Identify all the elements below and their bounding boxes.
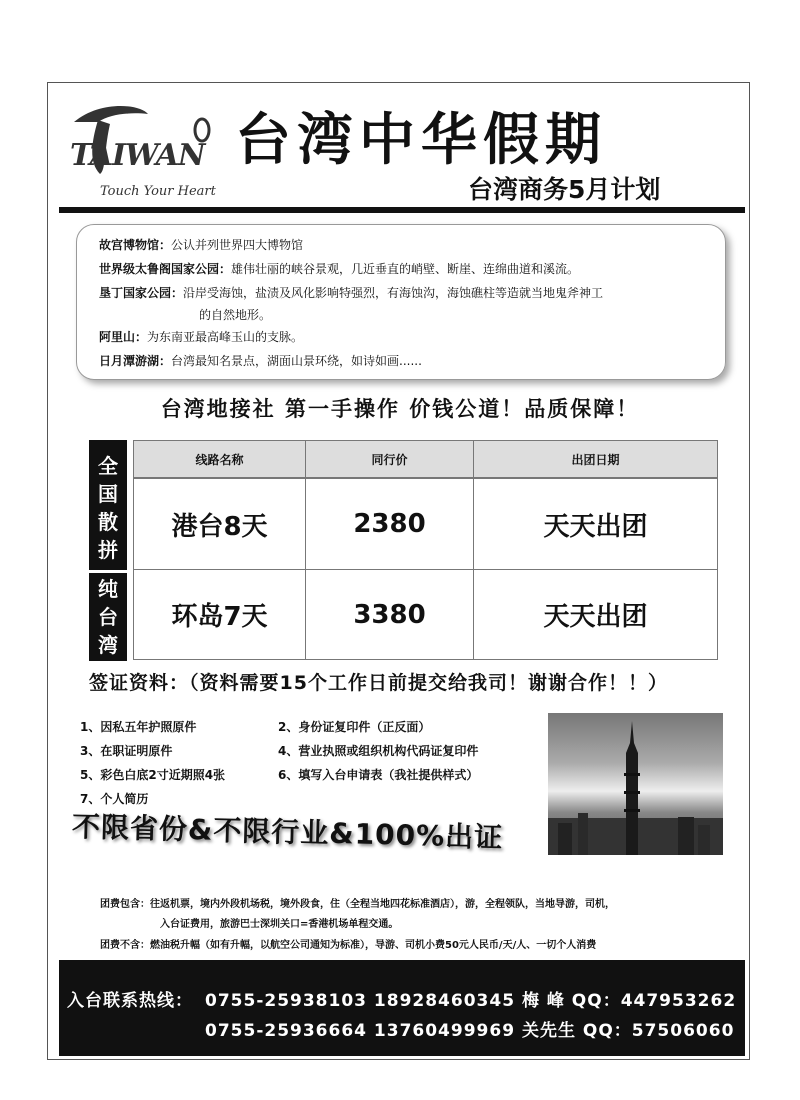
attraction-item (99, 281, 725, 305)
visa-title: 签证资料：（资料需要15个工作日前提交给我司！谢谢合作！！） (89, 672, 668, 694)
attraction-name: 故宫博物馆： (99, 238, 172, 252)
contact-line-2: 0755-25936664 13760499969 关先生 QQ：57506060 (205, 1021, 735, 1041)
fee-excluded-text: 燃油税升幅（如有升幅，以航空公司通知为标准），导游、司机小费50元人民币/天/人、一切个人消费 (150, 940, 597, 951)
fee-included (100, 895, 615, 910)
side-label-nationwide (89, 440, 127, 570)
header-route: 线路名称 (133, 440, 306, 478)
price-cell: 2380 (305, 478, 474, 570)
header-price: 同行价 (305, 440, 474, 478)
route-cell: 港台8天 (133, 478, 306, 570)
visa-item: 3、在职证明原件 (80, 744, 173, 758)
brand-subtitle: 台湾商务5月计划 (468, 175, 661, 204)
side-label-pure-taiwan (89, 573, 127, 661)
visa-item: 1、因私五年护照原件 (80, 720, 197, 734)
price-table (133, 440, 718, 660)
visa-item: 6、填写入台申请表（我社提供样式） (278, 768, 479, 782)
visa-item: 7、个人简历 (80, 792, 149, 806)
logo-word: TAIWAN (70, 138, 205, 173)
contact-line-1: 0755-25938103 18928460345 梅 峰 QQ：447953262 (205, 991, 737, 1011)
attraction-desc: 公认并列世界四大博物馆 (171, 238, 304, 252)
departure-cell: 天天出团 (473, 569, 718, 660)
logo-tagline: Touch Your Heart (100, 184, 216, 199)
attractions-box (76, 224, 726, 380)
attraction-desc: 为东南亚最高峰玉山的支脉。 (147, 330, 304, 344)
attraction-item (99, 233, 725, 257)
attraction-name: 世界级太鲁阁国家公园： (99, 262, 232, 276)
attraction-desc-continued: 的自然地形。 (199, 308, 272, 322)
promo-banner: 不限省份&不限行业&100%出证 (71, 810, 504, 855)
fee-included-continued: 入台证费用，旅游巴士深圳关口=香港机场单程交通。 (160, 919, 399, 930)
fee-included-label: 团费包含： (100, 899, 150, 910)
header-divider (59, 207, 745, 213)
fee-included-text: 往返机票，境内外段机场税，境外段食，住（全程当地四花标准酒店），游，全程领队，当地导游，司机， (150, 899, 615, 910)
fee-excluded (100, 936, 596, 951)
attraction-desc: 台湾最知名景点，湖面山景环绕，如诗如画...... (171, 354, 422, 368)
side-label-text: 纯台湾 (98, 577, 118, 657)
slogan: 台湾地接社 第一手操作 价钱公道！品质保障！ (160, 397, 640, 421)
visa-item: 2、身份证复印件（正反面） (278, 720, 431, 734)
attraction-desc: 沿岸受海蚀，盐渍及风化影响特强烈，有海蚀沟，海蚀礁柱等造就当地鬼斧神工 (183, 286, 604, 300)
visa-item: 5、彩色白底2寸近期照4张 (80, 768, 226, 782)
attraction-item (99, 257, 725, 281)
taiwan-logo (70, 100, 220, 205)
route-cell: 环岛7天 (133, 569, 306, 660)
contact-label: 入台联系热线： (67, 991, 193, 1011)
attraction-name: 垦丁国家公园： (99, 286, 184, 300)
attraction-item (99, 325, 725, 349)
header-departure: 出团日期 (473, 440, 718, 478)
brand-title: 台湾中华假期 (235, 108, 607, 173)
visa-item: 4、营业执照或组织机构代码证复印件 (278, 744, 479, 758)
attraction-name: 阿里山： (99, 330, 148, 344)
departure-cell: 天天出团 (473, 478, 718, 570)
contact-bar (59, 960, 745, 1056)
taipei101-photo (548, 713, 723, 855)
side-label-text: 全国散拼 (98, 454, 118, 562)
price-cell: 3380 (305, 569, 474, 660)
skyline-icon (548, 713, 723, 855)
attraction-name: 日月潭游湖： (99, 354, 172, 368)
attraction-item (99, 349, 725, 373)
fee-excluded-label: 团费不含： (100, 940, 150, 951)
attraction-desc: 雄伟壮丽的峡谷景观，几近垂直的峭壁、断崖、连绵曲道和溪流。 (231, 262, 580, 276)
